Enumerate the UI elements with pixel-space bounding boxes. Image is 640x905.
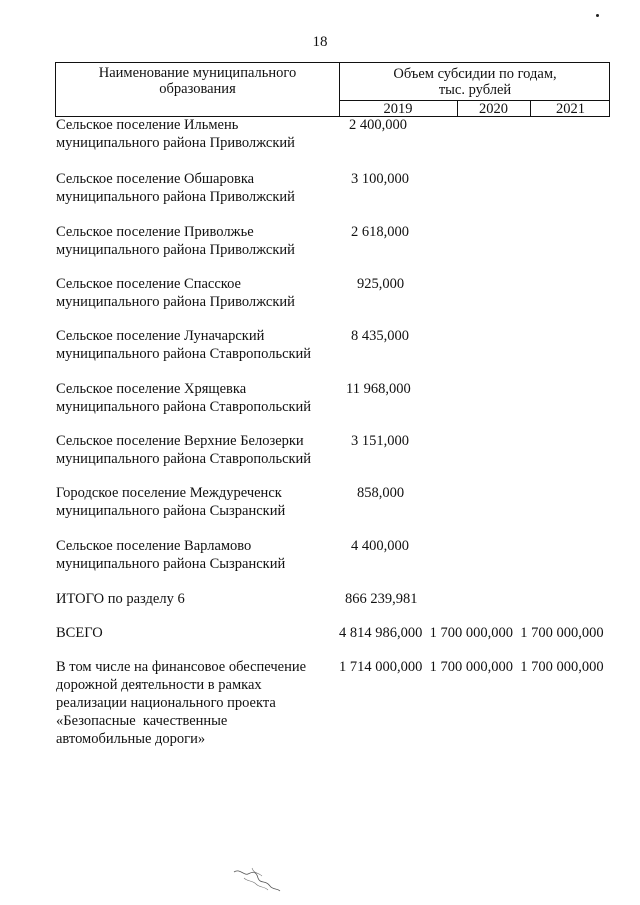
table-row — [56, 432, 311, 468]
row-value-2019: 11 968,000 — [346, 381, 411, 397]
section-total-value: 866 239,981 — [345, 591, 418, 607]
table-row — [56, 275, 295, 311]
table-row — [56, 116, 295, 152]
row-name-line: муниципального района Сызранский — [56, 556, 286, 572]
table-row — [56, 380, 311, 416]
amount-column-header — [339, 66, 611, 98]
year-2021-header: 2021 — [556, 101, 585, 117]
row-value-2019: 2 618,000 — [351, 224, 409, 240]
grand-total-label: ВСЕГО — [56, 625, 103, 641]
name-column-header — [56, 65, 339, 97]
row-name-line: Сельское поселение Верхние Белозерки — [56, 433, 304, 449]
row-value-2019: 3 151,000 — [351, 433, 409, 449]
row-name-line: муниципального района Ставропольский — [56, 346, 312, 362]
row-name-line: Сельское поселение Луначарский — [56, 328, 265, 344]
header-line: Объем субсидии по годам, — [393, 66, 557, 82]
including-line: В том числе на финансовое обеспечение — [56, 659, 307, 675]
year-2019-header: 2019 — [383, 101, 413, 117]
year-2020-header: 2020 — [479, 101, 508, 117]
row-value-2019: 4 400,000 — [351, 538, 409, 554]
table-header — [55, 62, 610, 117]
row-value-2019: 2 400,000 — [349, 117, 407, 133]
row-name-line: Сельское поселение Обшаровка — [56, 171, 255, 187]
row-value-2019: 8 435,000 — [351, 328, 409, 344]
including-line: дорожной деятельности в рамках — [56, 677, 262, 693]
row-name-line: муниципального района Приволжский — [56, 294, 295, 310]
header-line: образования — [159, 81, 236, 97]
row-name-line: Сельское поселение Варламово — [56, 538, 252, 554]
grand-total-values: 4 814 986,000 1 700 000,000 1 700 000,000 — [339, 625, 604, 641]
header-line: Наименование муниципального — [98, 65, 297, 81]
row-value-2019: 3 100,000 — [351, 171, 409, 187]
row-name-line: муниципального района Приволжский — [56, 135, 295, 151]
row-value-2019: 925,000 — [357, 276, 405, 292]
row-name-line: Сельское поселение Ильмень — [56, 117, 239, 133]
page-number: 18 — [312, 34, 328, 50]
row-name-line: Городское поселение Междуреченск — [56, 485, 282, 501]
corner-mark — [596, 14, 599, 17]
including-line: «Безопасные качественные — [56, 713, 228, 729]
row-name-line: Сельское поселение Спасское — [56, 276, 241, 292]
table-row — [56, 327, 311, 363]
row-name-line: муниципального района Приволжский — [56, 242, 295, 258]
section-total-label: ИТОГО по разделу 6 — [56, 591, 185, 607]
including-label — [56, 658, 306, 748]
header-line: тыс. рублей — [438, 82, 512, 98]
row-value-2019: 858,000 — [357, 485, 405, 501]
row-name-line: Сельское поселение Хрящевка — [56, 381, 247, 397]
including-line: автомобильные дороги» — [56, 731, 206, 747]
table-row — [56, 223, 295, 259]
including-line: реализации национального проекта — [56, 695, 276, 711]
row-name-line: муниципального района Ставропольский — [56, 451, 312, 467]
including-values: 1 714 000,000 1 700 000,000 1 700 000,000 — [339, 659, 604, 675]
table-row — [56, 484, 285, 520]
table-row — [56, 170, 295, 206]
row-name-line: муниципального района Приволжский — [56, 189, 295, 205]
row-name-line: муниципального района Сызранский — [56, 503, 286, 519]
table-row — [56, 537, 285, 573]
row-name-line: муниципального района Ставропольский — [56, 399, 312, 415]
signature-mark — [232, 864, 282, 899]
row-name-line: Сельское поселение Приволжье — [56, 224, 254, 240]
